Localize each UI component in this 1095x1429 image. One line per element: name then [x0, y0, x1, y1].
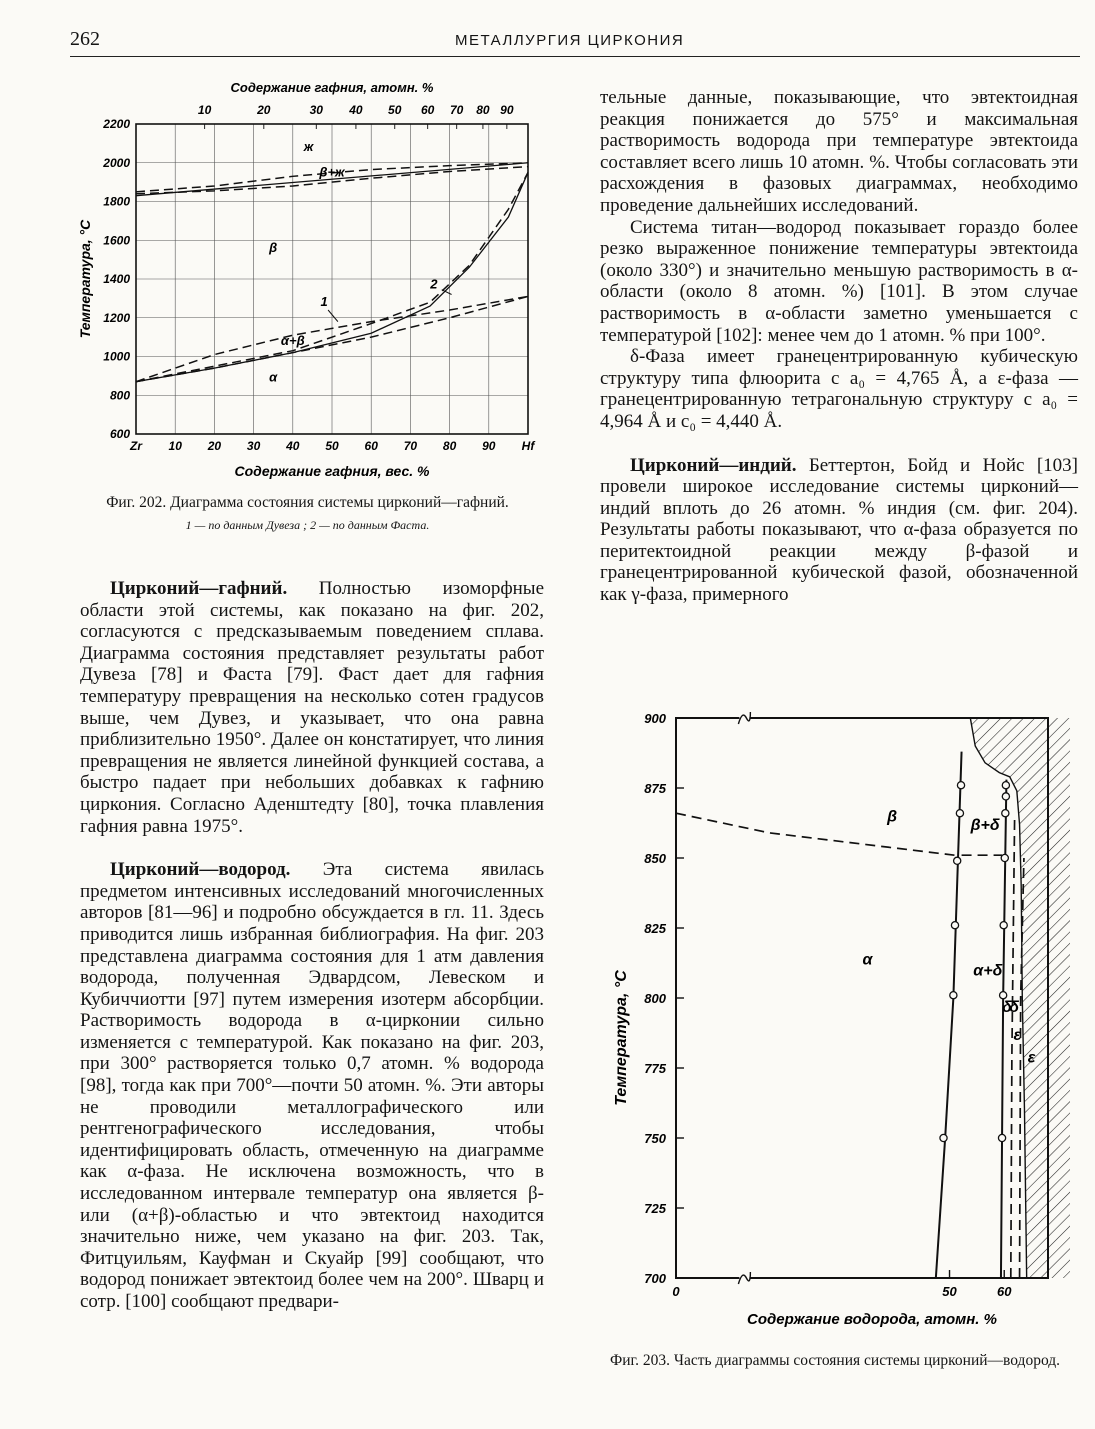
- fig202-legend: 1 — по данным Дувеза ; 2 — по данным Фаста.: [185, 518, 430, 532]
- page-number: 262: [70, 28, 100, 50]
- phase-boundary-curve: [936, 752, 962, 1278]
- phase-label: δ: [1002, 999, 1012, 1016]
- data-point: [956, 810, 963, 817]
- right-column: [600, 87, 1078, 606]
- top-tick-label: 10: [197, 103, 212, 117]
- y-tick-label: 1800: [103, 194, 130, 209]
- data-point: [998, 1134, 1005, 1141]
- paragraph-ti-h: Система титан—водород показывает гораздо более резко выраженное понижение температуры эвтектоида (около 330°) и значительно меньшую растворимость в α-области (около 8 атомн. %) [101]. В этом случае растворимость в α-области заметно уменьшается с температурой [102]: менее чем до 1 атомн. % при 100°.: [600, 216, 1078, 346]
- phase-label: β: [269, 239, 278, 255]
- data-point: [1002, 793, 1009, 800]
- heading-zr-h: Цирконий—водород.: [110, 859, 291, 881]
- paragraph-continued: тельные данные, показывающие, что эвтектоидная реакция понижается до 575° и максимальная растворимость водорода при температуре эвтектоида составляет всего лишь 10 атомн. %. Чтобы согласовать эти расхождения в фазовых диаграммах, необходимо проведение дальнейших исследований.: [600, 87, 1078, 216]
- data-point: [1000, 992, 1007, 999]
- paragraph-zr-in: [600, 455, 1078, 606]
- top-tick-label: 90: [500, 103, 514, 117]
- y-tick-label: 750: [644, 1131, 666, 1146]
- plot-frame: [676, 718, 1048, 1278]
- phase-label: ε: [1027, 1049, 1036, 1067]
- x-tick-label: 80: [442, 439, 457, 453]
- y-tick-label: 1600: [103, 233, 130, 248]
- y-tick-label: 825: [644, 921, 666, 936]
- paragraph-zr-hf: [80, 578, 544, 837]
- top-axis-label: Содержание гафния, атомн. %: [230, 80, 434, 95]
- phase-label: α+δ: [973, 962, 1003, 980]
- y-tick-label: 700: [644, 1271, 666, 1286]
- y-tick-label: 775: [644, 1061, 666, 1076]
- x-tick-label: 10: [168, 439, 182, 453]
- y-tick-label: 900: [644, 711, 666, 726]
- chart-zr-hf: [70, 74, 540, 484]
- y-tick-label: 800: [109, 388, 130, 403]
- x-tick-label: 30: [246, 439, 261, 453]
- leader-line-1: [328, 310, 338, 322]
- y-tick-label: 850: [644, 851, 666, 866]
- x-tick-label: 60: [997, 1284, 1012, 1299]
- x-tick-label: 0: [672, 1284, 680, 1299]
- top-tick-label: 60: [420, 103, 435, 117]
- phase-label: δ: [1009, 999, 1019, 1016]
- phase-label: α: [269, 369, 278, 385]
- curve-label: 1: [320, 294, 328, 310]
- data-point: [1000, 922, 1007, 929]
- top-tick-label: 40: [349, 103, 363, 117]
- y-tick-label: 2200: [103, 117, 130, 131]
- top-tick-label: 30: [309, 103, 323, 117]
- x-tick-label: 40: [286, 439, 300, 453]
- y-tick-label: 1200: [103, 310, 130, 325]
- phase-label: β: [887, 808, 898, 826]
- running-title: МЕТАЛЛУРГИЯ ЦИРКОНИЯ: [455, 32, 685, 49]
- x-tick-label: 70: [403, 439, 418, 453]
- data-point: [951, 922, 958, 929]
- x-tick-label: 20: [207, 439, 222, 453]
- heading-zr-in: Цирконий—индий.: [630, 454, 797, 476]
- x-tick-label: 50: [942, 1284, 957, 1299]
- y-tick-label: 875: [644, 781, 666, 796]
- y-tick-label: 600: [109, 427, 130, 441]
- data-point: [1002, 810, 1009, 817]
- left-column: [80, 578, 544, 1313]
- data-point: [1001, 854, 1008, 861]
- data-point: [940, 1134, 947, 1141]
- text-zr-in: Беттертон, Бойд и Нойс [103] провели широкое исследование системы цирконий—индий вплоть до 26 атомн. % индия (см. фиг. 204). Результаты работы показывают, что α-фаза образуется по перитектоидной реакции между β-фазой и гранецентрированной кубической фазой, обозначенной как γ-фаза, примерного: [600, 454, 1078, 606]
- x-tick-label: 50: [325, 439, 339, 453]
- phase-label: ж: [303, 139, 314, 155]
- fig202-caption: Фиг. 202. Диаграмма состояния системы цирконий—гафний.: [106, 494, 509, 511]
- fig202-caption-block: [70, 494, 545, 534]
- data-point: [954, 857, 961, 864]
- y-tick-label: 725: [644, 1201, 666, 1216]
- data-point: [1002, 782, 1009, 789]
- spacer: [80, 837, 544, 859]
- chart-zr-h: [600, 700, 1070, 1340]
- phase-boundary-curve: [676, 813, 954, 855]
- paragraph-delta-phase: δ-Фаза имеет гранецентрированную кубическую структуру типа флюорита с a₀ = 4,765 Å, а ε-фаза — гранецентрированную тетрагональную структуру с a₀ = 4,964 Å и c₀ = 4,440 Å.: [600, 346, 1078, 432]
- phase-label: β+δ: [970, 817, 1000, 834]
- fig203-caption-block: [590, 1352, 1080, 1370]
- y-tick-label: 1400: [103, 272, 130, 286]
- hatched-region-boundary: [970, 718, 1026, 1278]
- text-zr-h: Эта система явилась предметом интенсивных исследований многочисленных авторов [81—96] и подробно обсуждается в гл. 11. Здесь приводится лишь избранная библиография. На фиг. 203 представлена диаграмма состояния для 1 атм давления водорода, полученная Эдвардсом, Левеском и Кубиччиотти [97] путем измерения изотерм абсорбции. Растворимость водорода в α-цирконии сильно изменяется с температурой. Как показано на фиг. 203, при 300° растворяется только 0,7 атомн. % водорода [98], тогда как при 700°—почти 50 атомн. %. Эти авторы не проводили металлографического или рентгенографического исследования, чтобы идентифицировать область, отмеченную на диаграмме как α-фаза. Не исключена возможность, что в исследованном интервале температур она является β- или (α+β)-областью и что эвтектоид находится значительно ниже, чем указано на фиг. 203. Так, Фитцуильям, Кауфман и Скуайр [99] сообщают, что водород понижает эвтектоид более чем на 200°. Шварц и сотр. [100] сообщают предвари-: [80, 859, 544, 1312]
- paragraph-zr-h: [80, 859, 544, 1312]
- x-tick-label: Hf: [521, 439, 535, 453]
- curve-label: 2: [430, 276, 438, 292]
- spacer: [600, 433, 1078, 455]
- phase-label: α: [862, 951, 873, 969]
- phase-label: β+ж: [319, 164, 345, 180]
- fig203-caption: Фиг. 203. Часть диаграммы состояния системы цирконий—водород.: [609, 1352, 1061, 1369]
- y-tick-label: 2000: [103, 155, 130, 170]
- x-tick-label: 60: [364, 439, 378, 453]
- x-tick-label: Zr: [130, 439, 142, 453]
- text-zr-hf: Полностью изоморфные области этой системы, как показано на фиг. 202, согласуются с предсказываемым поведением сплава. Диаграмма состояния представляет результаты работ Дувеза [78] и Фаста [79]. Фаст дает для гафния температуру превращения на несколько сотен градусов выше, чем Дувез, и указывает, что она равна приблизительно 1950°. Далее он констатирует, что линия превращения не является линейной функцией состава, а быстро падает при небольших добавках к гафнию циркония. Согласно Аденштедту [80], точка плавления гафния равна 1975°.: [80, 578, 544, 837]
- x-axis-label: Содержание водорода, атомн. %: [747, 1311, 997, 1328]
- heading-zr-hf: Цирконий—гафний.: [110, 578, 288, 599]
- top-tick-label: 80: [476, 103, 490, 117]
- x-tick-label: 90: [482, 439, 496, 453]
- phase-label: α+β: [280, 332, 305, 348]
- data-point: [957, 782, 964, 789]
- y-tick-label: 1000: [103, 349, 130, 364]
- y-axis-label: Температура, °С: [613, 970, 630, 1106]
- top-tick-label: 70: [449, 103, 464, 117]
- x-axis-label: Содержание гафния, вес. %: [234, 463, 430, 479]
- phase-label: ε: [1013, 1027, 1022, 1044]
- y-axis-label: Температура, °С: [77, 219, 93, 339]
- header-rule: [70, 56, 1080, 57]
- phase-boundary-curve: [1011, 816, 1015, 1278]
- data-point: [950, 992, 957, 999]
- top-tick-label: 50: [388, 103, 402, 117]
- y-tick-label: 800: [644, 991, 666, 1006]
- top-tick-label: 20: [257, 103, 271, 117]
